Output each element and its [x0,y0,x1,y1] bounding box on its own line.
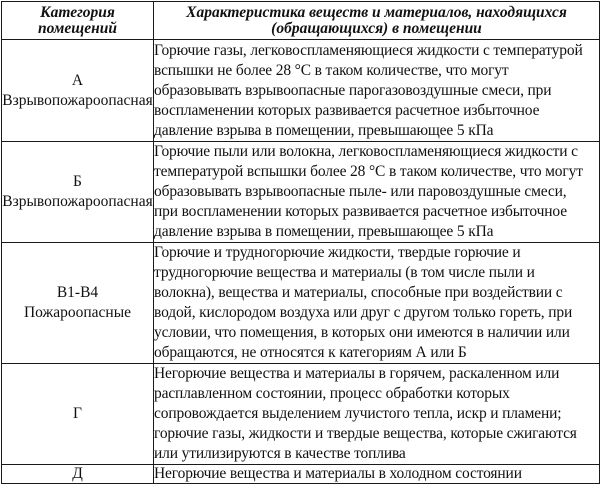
description-line: температурой вспышки более 28 °С в таком количестве, что могут [154,163,583,180]
description-line: воспламенении которых развивается расчетное избыточное [154,101,540,119]
header-characteristic-line: Характеристика веществ и материалов, находящихся [186,3,567,21]
category-cell [2,243,154,364]
description-line: Горючие и трудногорючие жидкости, твердые горючие и [154,244,521,261]
table-row [2,243,600,364]
category-letter: В1-В4 [56,284,99,301]
description-line: водой, кислородом воздуха или друг с другом только гореть, при [154,304,573,321]
category-letter: Г [73,405,82,422]
header-category [2,2,154,40]
category-type: Взрывопожароопасная [2,91,153,109]
category-type: Взрывопожароопасная [2,193,153,210]
category-type: Пожароопасные [23,304,132,321]
category-cell [2,465,154,484]
header-characteristic-line: (обращающихся) в помещении [271,19,482,37]
header-category-line: помещений [38,19,117,37]
description-line: сопровождается выделением лучистого тепла, искр и пламени; [154,405,562,422]
description-line: горючие газы, жидкости и твердые вещества, которые сжигаются [154,425,577,442]
description-line: расплавленном состоянии, процесс обработки которых [154,385,510,402]
description-cell [154,142,600,243]
category-letter: А [71,71,84,89]
table-row [2,40,600,142]
description-line: или утилизируются в качестве топлива [154,445,406,462]
description-cell [154,243,600,364]
description-cell [154,465,600,484]
description-line: при воспламенении которых развивается расчетное избыточное [154,203,567,220]
table-header-row [2,2,600,40]
description-cell [154,40,600,142]
category-letter: Б [73,173,82,190]
description-line: Горючие пыли или волокна, легковоспламеняющиеся жидкости с [154,143,578,160]
table-row [2,465,600,484]
category-letter: Д [72,465,83,482]
description-line: образовывать взрывоопасные пыле- или паровоздушные смеси, [154,183,567,200]
category-cell [2,142,154,243]
description-line: давление взрыва в помещении, превышающее 5 кПа [154,223,494,240]
description-line: давление взрыва в помещении, превышающее 5 кПа [154,121,494,139]
description-line: вспышки не более 28 °С в таком количестве, что могут [154,61,509,79]
description-line: образовывать взрывоопасные парогазовоздушные смеси, при [154,81,552,99]
category-cell [2,364,154,465]
header-characteristic [154,2,600,40]
header-category-line: Категория [40,3,115,21]
premises-category-table [1,1,600,484]
description-line: трудногорючие вещества и материалы (в том числе пыли и [154,264,535,281]
description-line: условии, что помещения, в которых они имеются в наличии или [154,324,570,341]
description-line: Негорючие вещества и материалы в горячем, раскаленном или [154,365,560,382]
table-row [2,142,600,243]
category-cell [2,40,154,142]
description-line: Негорючие вещества и материалы в холодном состоянии [154,465,522,482]
description-cell [154,364,600,465]
description-line: обращаются, не относятся к категориям А или Б [154,344,467,361]
table-row [2,364,600,465]
description-line: волокна), вещества и материалы, способные при воздействии с [154,284,563,301]
description-line: Горючие газы, легковоспламеняющиеся жидкости с температурой [154,41,583,59]
